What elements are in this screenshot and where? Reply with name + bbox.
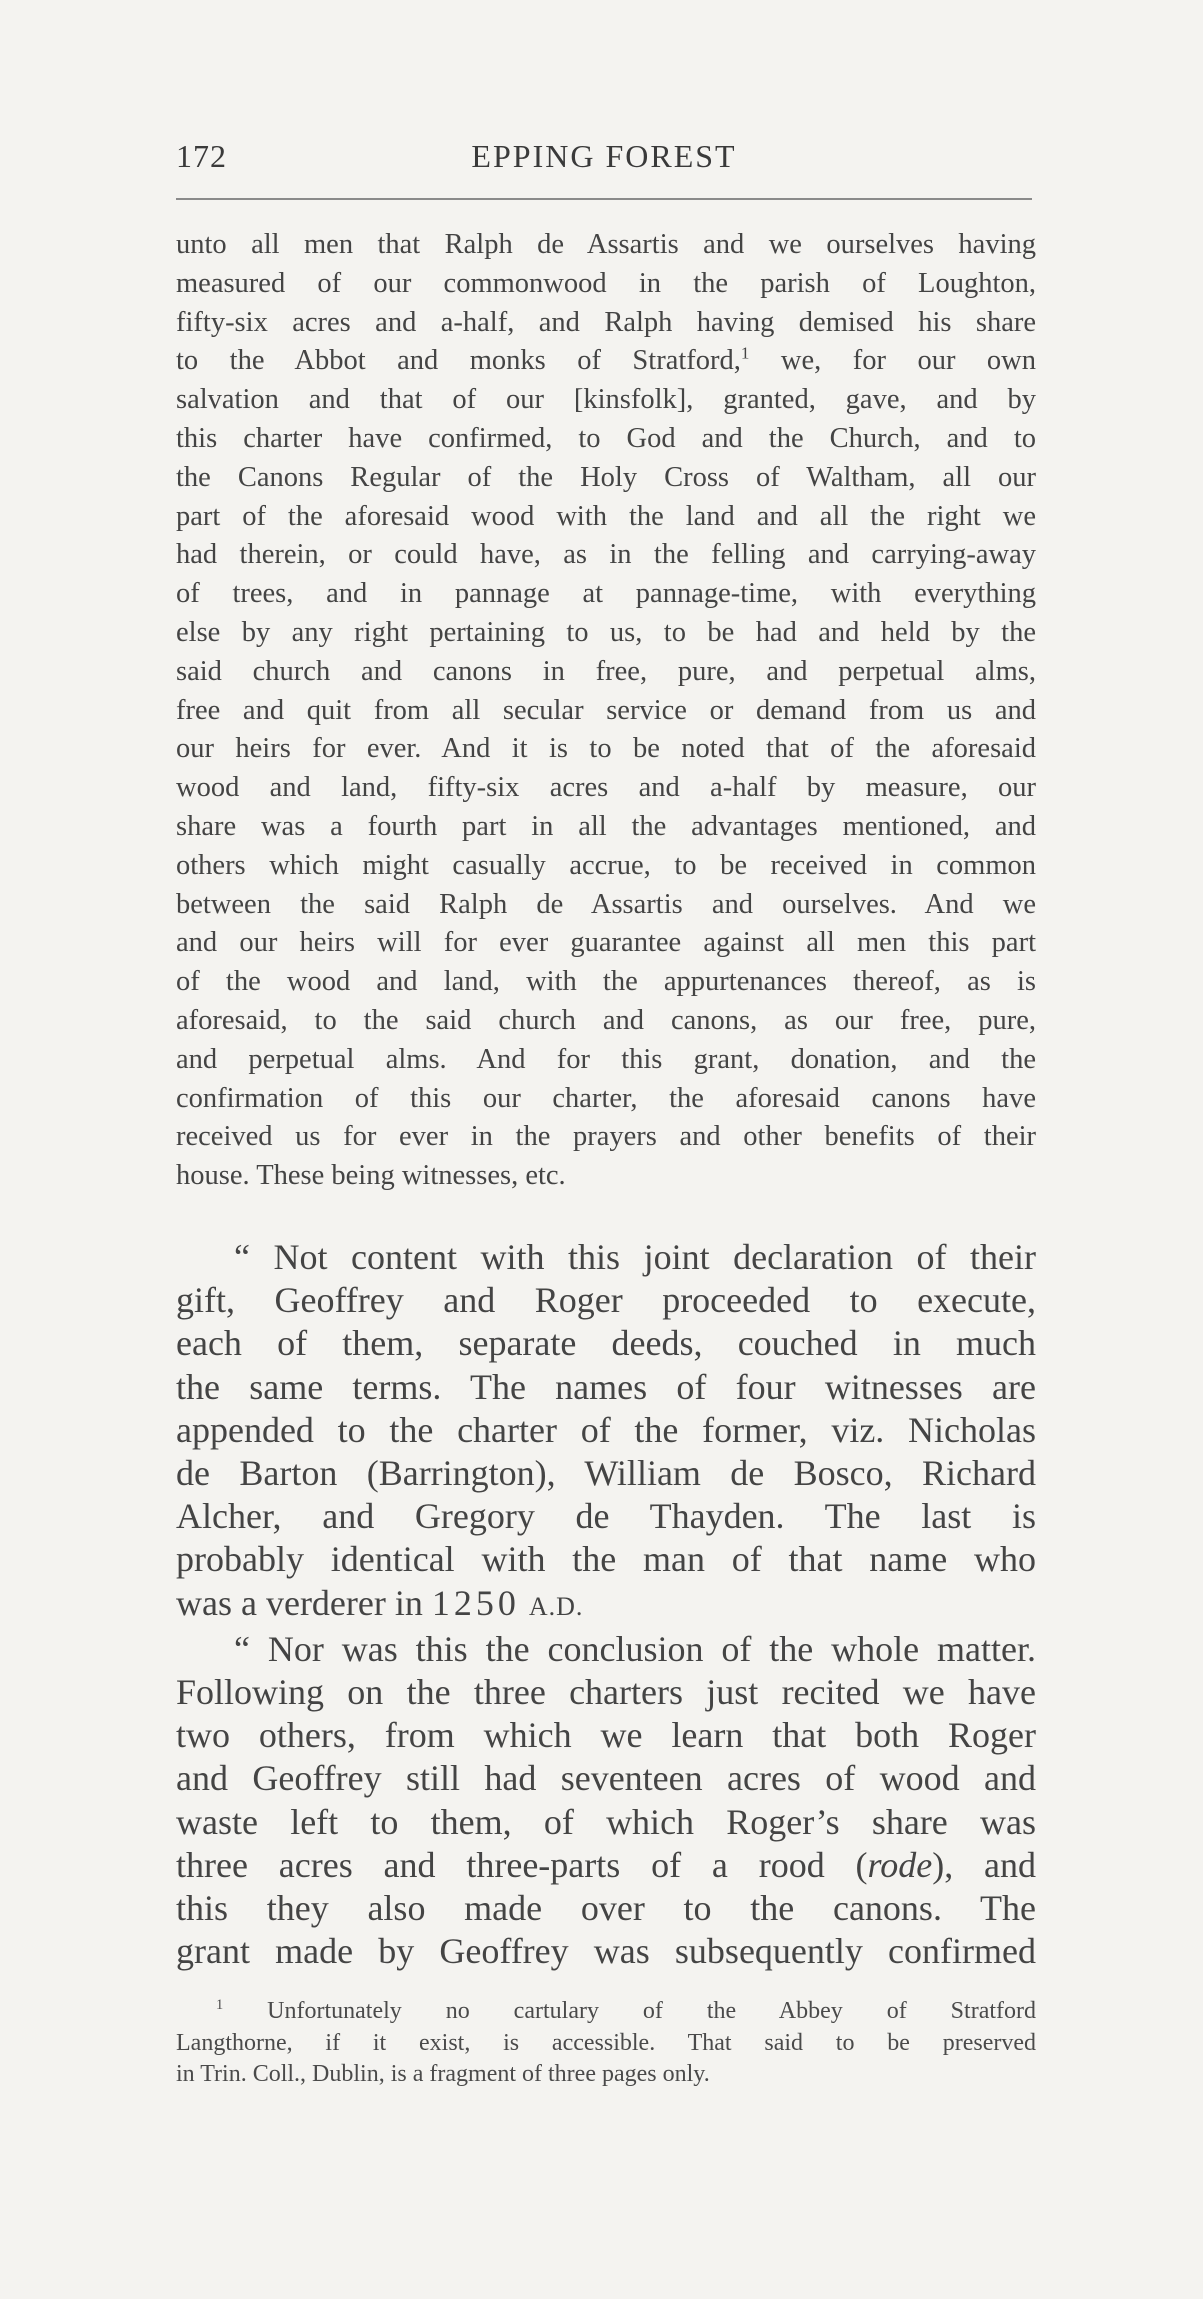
text-line: Alcher, and Gregory de Thayden. The last is [176, 1496, 1036, 1537]
text-line: received us for ever in the prayers and other benefits of their [176, 1121, 1036, 1153]
text-line: de Barton (Barrington), William de Bosco, Richard [176, 1453, 1036, 1494]
text-line: appended to the charter of the former, viz. Nicholas [176, 1409, 1036, 1450]
footnote-line: Langthorne, if it exist, is accessible. That said to be preserved [176, 2029, 1036, 2056]
text-line: of trees, and in pannage at pannage-time, with everything [176, 578, 1036, 610]
text-line: waste left to them, of which Roger’s share was [176, 1801, 1036, 1842]
text-line: of the wood and land, with the appurtenances thereof, as is [176, 966, 1036, 998]
text-line [176, 342, 1036, 381]
italic-word: rode [867, 1844, 933, 1885]
text-line: “ Nor was this the conclusion of the whole matter. [234, 1628, 1036, 1669]
text-line: house. These being witnesses, etc. [176, 1160, 566, 1192]
text-line: share was a fourth part in all the advantages mentioned, and [176, 810, 1036, 842]
footnote [176, 1996, 1036, 2091]
text-line: unto all men that Ralph de Assartis and we ourselves having [176, 229, 1036, 260]
text-line: the same terms. The names of four witnesses are [176, 1366, 1036, 1407]
text-line: between the said Ralph de Assartis and ourselves. And we [176, 888, 1036, 920]
text-line: had therein, or could have, as in the felling and carrying-away [176, 539, 1036, 571]
text-line-end: we, for our own [749, 345, 1036, 377]
text-line: our heirs for ever. And it is to be noted that of the aforesaid [176, 733, 1036, 765]
era: A.D. [528, 1591, 584, 1621]
text-line: aforesaid, to the said church and canons, as our free, pure, [176, 1004, 1036, 1036]
text-line: and Geoffrey still had seventeen acres of wood and [176, 1758, 1036, 1799]
text-line: else by any right pertaining to us, to be had and held by the [176, 616, 1036, 648]
text-line: and perpetual alms. And for this grant, donation, and the [176, 1043, 1036, 1075]
footnote-line [176, 1996, 1036, 2028]
text-line-end: ), and [932, 1844, 1037, 1885]
text-line: Following on the three charters just recited we have [176, 1672, 1036, 1713]
text-line: salvation and that of our [kinsfolk], granted, gave, and by [176, 384, 1036, 416]
charter-paragraph [176, 226, 1036, 1196]
footnote-reference: 1 [740, 343, 750, 363]
text-line: each of them, separate deeds, couched in much [176, 1323, 1036, 1364]
main-paragraphs [176, 1236, 1036, 1973]
text-line: part of the aforesaid wood with the land and all the right we [176, 500, 1036, 532]
running-head: EPPING FOREST [471, 138, 737, 174]
page-number: 172 [176, 138, 227, 174]
text-line: free and quit from all secular service or demand from us and [176, 694, 1036, 726]
text-line-start: three acres and three-parts of a rood ( [176, 1844, 868, 1885]
text-line: two others, from which we learn that both Roger [176, 1715, 1036, 1756]
footnote-line: in Trin. Coll., Dublin, is a fragment of three pages only. [176, 2061, 710, 2087]
text-line-start: was a verderer in [176, 1582, 432, 1623]
text-line: the Canons Regular of the Holy Cross of Waltham, all our [176, 461, 1036, 493]
footnote-marker: 1 [216, 1997, 224, 2013]
text-line: said church and canons in free, pure, and perpetual alms, [176, 655, 1036, 687]
text-line: this they also made over to the canons. The [176, 1888, 1036, 1929]
page-header [176, 138, 1032, 182]
text-line: and our heirs will for ever guarantee against all men this part [176, 927, 1036, 959]
text-line: others which might casually accrue, to be received in common [176, 849, 1036, 881]
text-line [176, 1582, 1036, 1628]
text-line: grant made by Geoffrey was subsequently confirmed [176, 1931, 1036, 1972]
header-rule [176, 198, 1032, 200]
text-line: “ Not content with this joint declaration of their [234, 1237, 1036, 1277]
footnote-line-text: Unfortunately no cartulary of the Abbey of Stratford [267, 1998, 1036, 2024]
text-line-start: to the Abbot and monks of Stratford, [176, 345, 741, 377]
text-line: this charter have confirmed, to God and the Church, and to [176, 422, 1036, 454]
text-line: fifty-six acres and a-half, and Ralph having demised his share [176, 306, 1036, 338]
text-line: confirmation of this our charter, the aforesaid canons have [176, 1082, 1036, 1114]
year: 1250 [431, 1582, 520, 1623]
text-line [176, 1844, 1036, 1887]
text-line: gift, Geoffrey and Roger proceeded to execute, [176, 1280, 1036, 1321]
text-line: wood and land, fifty-six acres and a-half by measure, our [176, 772, 1036, 804]
text-line: measured of our commonwood in the parish of Loughton, [176, 267, 1036, 299]
text-line: probably identical with the man of that name who [176, 1539, 1036, 1580]
